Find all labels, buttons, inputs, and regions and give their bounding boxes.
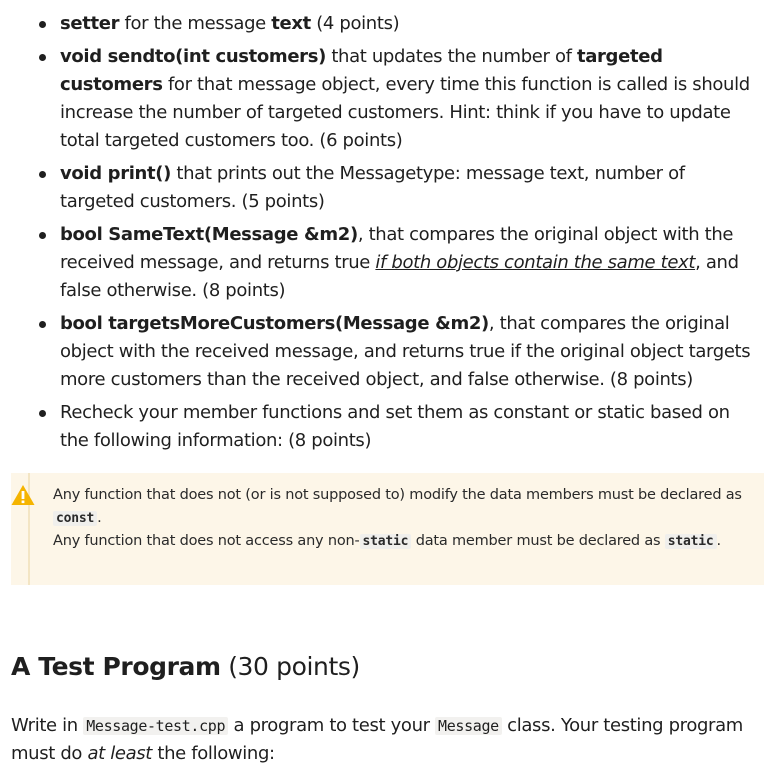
warning-icon (11, 484, 35, 506)
item-text: for that message object, every time this function is called is should increase the number of targeted customers. Hint: think if you have to update total targeted customers too. (6 points) (60, 74, 750, 151)
bullet-dot (39, 232, 46, 239)
bullet-dot (39, 171, 46, 178)
item-bold: bool SameText(Message &m2) (60, 224, 358, 245)
warning-text (53, 484, 758, 553)
list-item (0, 43, 767, 155)
inline-code-static: static (360, 534, 412, 549)
item-text: Recheck your member functions and set them as constant or static based on the following information: (8 points) (60, 402, 730, 451)
item-bold: setter (60, 13, 120, 34)
item-underlined-text: if both objects contain the same text (375, 252, 696, 273)
item-text: that prints out the Messagetype: message text, number of targeted customers. (5 points) (60, 163, 685, 212)
warning-text-part: . (716, 533, 721, 549)
warning-text-part: data member must be declared as (411, 533, 665, 549)
list-item (0, 399, 767, 455)
inline-code-classname: Message (435, 717, 502, 735)
item-bold: void print() (60, 163, 172, 184)
item-text: , that compares the original object with the received message, and returns true if the original object targets more customers than the received object, and false otherwise. (8 points) (60, 313, 751, 390)
bullet-dot (39, 54, 46, 61)
item-bold: targeted customers (60, 46, 663, 95)
intro-emphasis: at least (87, 743, 153, 764)
list-item (0, 310, 767, 394)
requirements-list (0, 10, 767, 460)
item-text: (4 points) (310, 13, 400, 34)
warning-text-part: . (97, 510, 102, 526)
item-bold: void sendto(int customers) (60, 46, 326, 67)
warning-text-part: Any function that does not access any non- (53, 533, 360, 549)
list-item (0, 10, 767, 38)
warning-line-static (53, 530, 758, 553)
inline-code-filename: Message-test.cpp (83, 717, 228, 735)
warning-text-part: Any function that does not (or is not supposed to) modify the data members must be declared as (53, 487, 742, 503)
inline-code-static: static (665, 534, 717, 549)
bullet-dot (39, 321, 46, 328)
bullet-dot (39, 21, 46, 28)
warning-callout (11, 473, 764, 585)
inline-code-const: const (53, 511, 97, 526)
list-item (0, 221, 767, 305)
item-bold: bool targetsMoreCustomers(Message &m2) (60, 313, 489, 334)
intro-text: the following: (152, 743, 275, 764)
item-text: , and false otherwise. (8 points) (60, 252, 739, 301)
item-text: for the message (119, 13, 272, 34)
item-text: , that compares the original object with the received message, and returns true (60, 224, 734, 273)
intro-text: a program to test your (228, 715, 436, 736)
item-bold: text (271, 13, 311, 34)
intro-text: Write in (11, 715, 84, 736)
warning-line-const (53, 484, 758, 530)
bullet-dot (39, 410, 46, 417)
intro-text: class. Your testing program must do (11, 715, 743, 764)
item-text: that updates the number of (325, 46, 577, 67)
section-heading (11, 652, 360, 681)
list-item (0, 160, 767, 216)
section-title: A Test Program (11, 652, 221, 681)
intro-paragraph (11, 712, 761, 768)
section-points: (30 points) (220, 652, 360, 681)
